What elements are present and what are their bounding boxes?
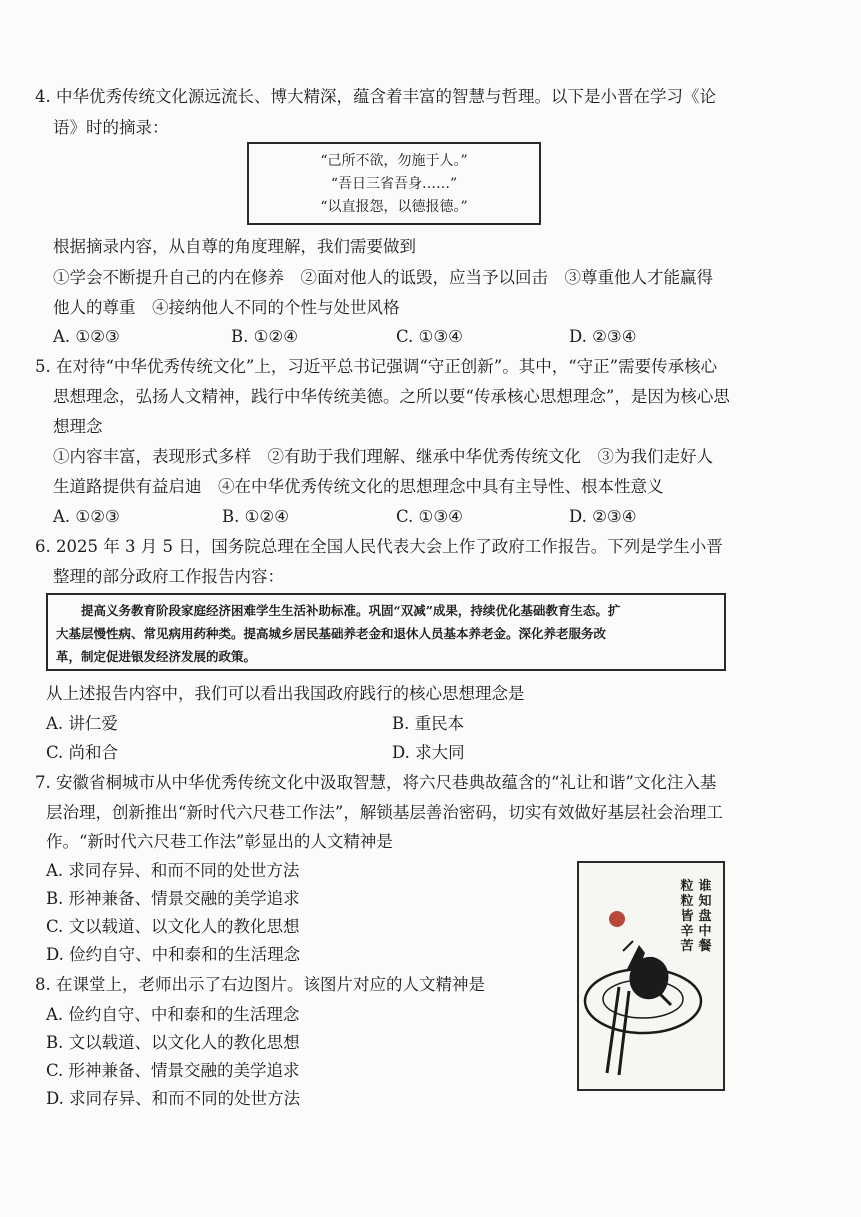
q6-report-box (46, 593, 726, 671)
q4-option-c: C. ①③④ (396, 327, 463, 346)
q4-stem-line-2: 语》时的摘录： (53, 118, 169, 137)
q4-items-line-1: ①学会不断提升自己的内在修养 ②面对他人的诋毁，应当予以回击 ③尊重他人才能赢得 (53, 268, 713, 287)
rice-grain-figure-icon (623, 941, 671, 1005)
red-seal-icon (609, 911, 625, 927)
q5-items-line-2: 生道路提供有益启迪 ④在中华优秀传统文化的思想理念中具有主导性、根本性意义 (53, 477, 664, 496)
q5-option-c: C. ①③④ (396, 507, 463, 526)
q7-stem-line-3: 作。“新时代六尺巷工作法”彰显出的人文精神是 (46, 832, 393, 851)
q7-option-c: C. 文以载道、以文化人的教化思想 (46, 917, 300, 936)
q7-option-d: D. 俭约自守、中和泰和的生活理念 (46, 945, 301, 964)
q4-stem-line-1: 4. 中华优秀传统文化源远流长、博大精深，蕴含着丰富的智慧与哲理。以下是小晋在学习《论 (35, 87, 716, 106)
poster-text-right: 谁知盘中餐 (698, 879, 712, 954)
q8-option-a: A. 俭约自守、中和泰和的生活理念 (46, 1005, 300, 1024)
q4-ask: 根据摘录内容，从自尊的角度理解，我们需要做到 (53, 237, 416, 256)
q5-option-a: A. ①②③ (53, 507, 120, 526)
q6-report-line-3: 革，制定促进银发经济发展的政策。 (56, 649, 257, 664)
q8-stem-line-1: 8. 在课堂上，老师出示了右边图片。该图片对应的人文精神是 (35, 975, 485, 994)
q6-option-d: D. 求大同 (392, 743, 465, 762)
q4-option-b: B. ①②④ (231, 327, 298, 346)
q7-option-b: B. 形神兼备、情景交融的美学追求 (46, 889, 300, 908)
q7-option-a: A. 求同存异、和而不同的处世方法 (46, 861, 300, 880)
q4-quote-2: “吾日三省吾身……” (330, 176, 458, 192)
q6-option-b: B. 重民本 (392, 714, 465, 733)
q5-stem-line-3: 想理念 (53, 417, 103, 436)
q5-option-d: D. ②③④ (569, 507, 637, 526)
q6-stem-line-2: 整理的部分政府工作报告内容： (53, 567, 284, 586)
rice-bowl-poster-image (577, 861, 725, 1091)
q6-report-line-1: 提高义务教育阶段家庭经济困难学生生活补助标准。巩固“双减”成果，持续优化基础教育生态。扩 (56, 603, 621, 618)
q7-stem-line-1: 7. 安徽省桐城市从中华优秀传统文化中汲取智慧，将六尺巷典故蕴含的“礼让和谐”文化注入基 (35, 773, 717, 792)
q6-option-c: C. 尚和合 (46, 743, 119, 762)
q7-stem-line-2: 层治理，创新推出“新时代六尺巷工作法”，解锁基层善治密码，切实有效做好基层社会治理工 (46, 803, 723, 822)
bowl-chopsticks-illustration (579, 863, 723, 1089)
q6-ask: 从上述报告内容中，我们可以看出我国政府践行的核心思想理念是 (46, 684, 525, 703)
q5-items-line-1: ①内容丰富，表现形式多样 ②有助于我们理解、继承中华优秀传统文化 ③为我们走好人 (53, 447, 713, 466)
q8-option-d: D. 求同存异、和而不同的处世方法 (46, 1089, 301, 1108)
q4-items-line-2: 他人的尊重 ④接纳他人不同的个性与处世风格 (53, 298, 400, 317)
q5-option-b: B. ①②④ (222, 507, 289, 526)
q4-quote-1: “己所不欲，勿施于人。” (320, 153, 468, 169)
poster-text-left: 粒粒皆辛苦 (680, 879, 694, 954)
q4-option-a: A. ①②③ (53, 327, 120, 346)
q5-stem-line-2: 思想理念，弘扬人文精神，践行中华传统美德。之所以要“传承核心思想理念”，是因为核心思 (53, 387, 730, 406)
q6-option-a: A. 讲仁爱 (46, 714, 118, 733)
q8-option-c: C. 形神兼备、情景交融的美学追求 (46, 1061, 300, 1080)
q4-quote-3: “以直报怨，以德报德。” (320, 199, 468, 215)
q5-stem-line-1: 5. 在对待“中华优秀传统文化”上，习近平总书记强调“守正创新”。其中，“守正”需要传承核心 (35, 357, 718, 376)
q4-quote-box (247, 142, 541, 225)
q6-report-line-2: 大基层慢性病、常见病用药种类。提高城乡居民基础养老金和退休人员基本养老金。深化养老服务改 (56, 626, 607, 641)
q8-option-b: B. 文以载道、以文化人的教化思想 (46, 1033, 300, 1052)
q4-option-d: D. ②③④ (569, 327, 637, 346)
q6-stem-line-1: 6. 2025 年 3 月 5 日，国务院总理在全国人民代表大会上作了政府工作报告。下列是学生小晋 (35, 537, 723, 556)
